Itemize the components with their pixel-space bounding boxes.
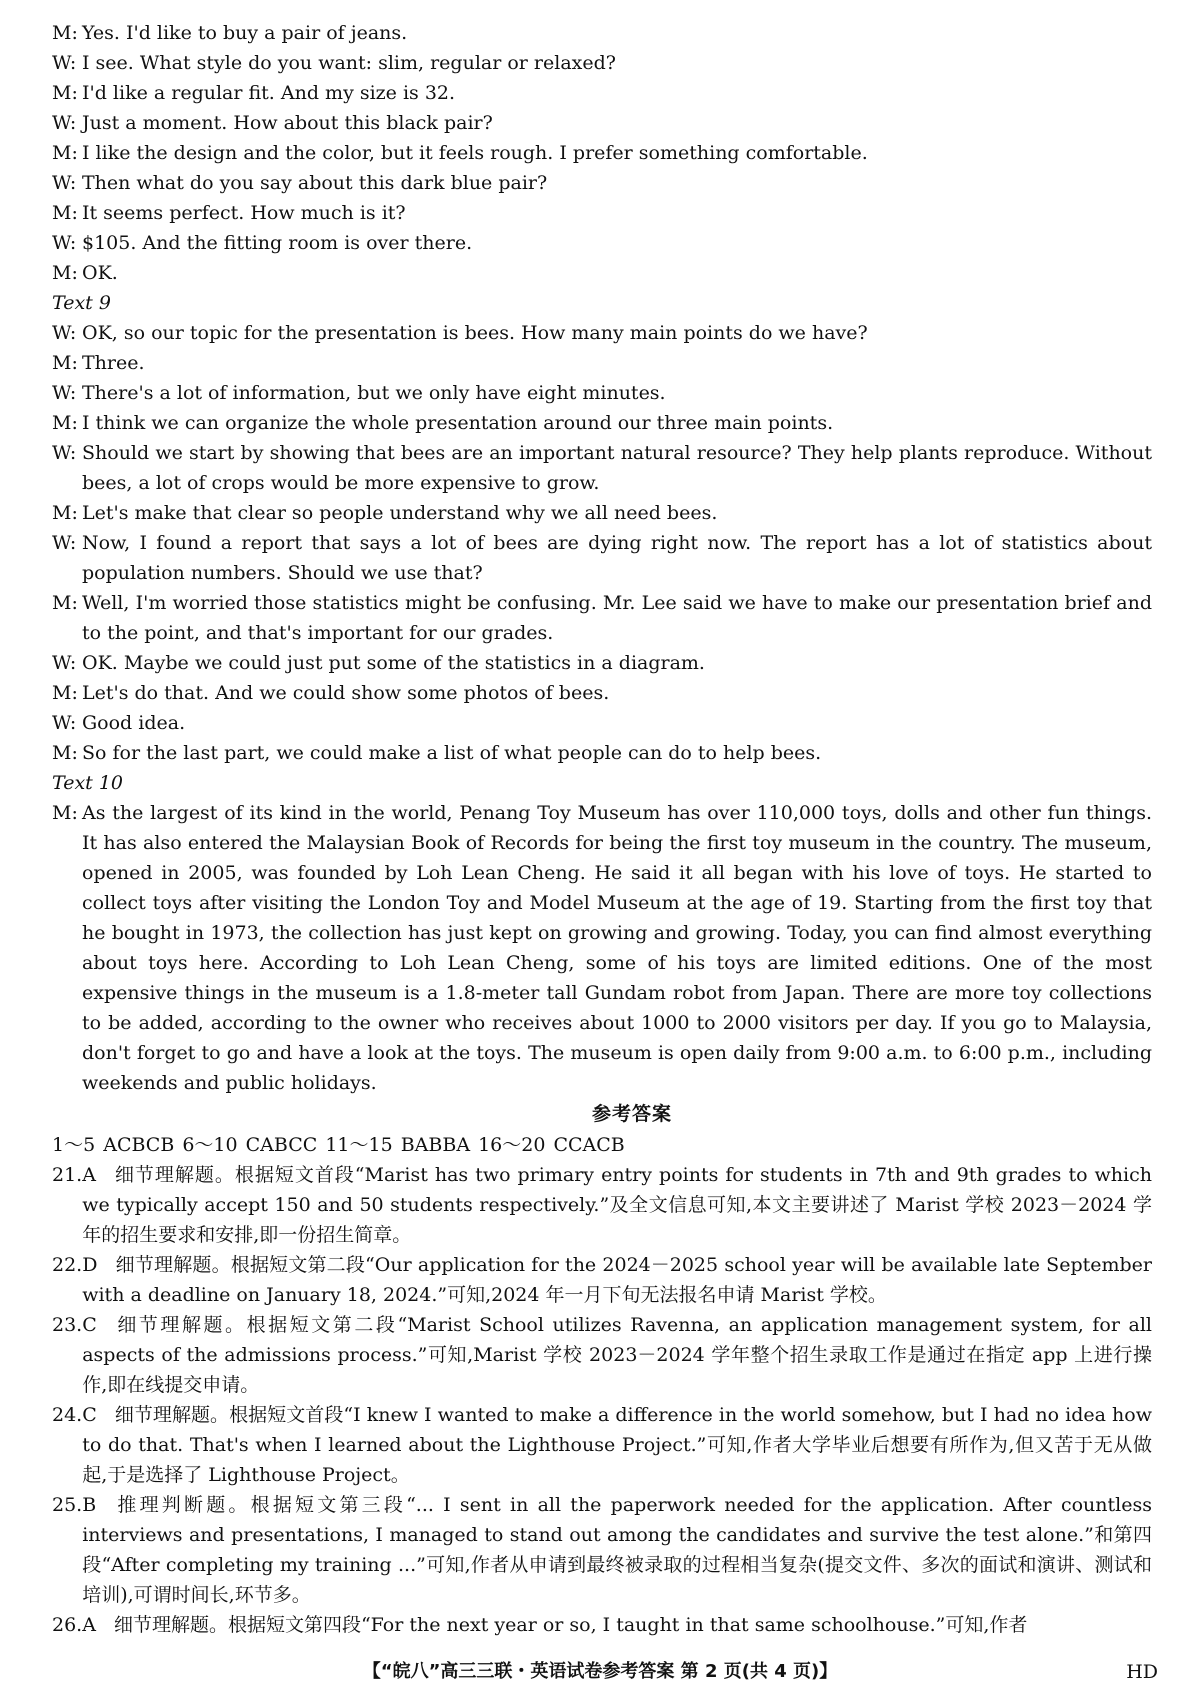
answer-letter: B	[82, 1494, 97, 1516]
utterance-text: Should we start by showing that bees are an important natural resource? They help plants reproduce. Without bees, a lot of crops would be more expensive to grow.	[82, 442, 1152, 494]
speaker-label: M:	[52, 142, 78, 164]
dialogue-line	[52, 348, 1152, 378]
text10-label: Text 10	[52, 772, 124, 794]
dialogue-line	[52, 588, 1152, 648]
speaker-label: M:	[52, 742, 78, 764]
answer-body	[82, 1610, 1152, 1640]
utterance-text: Good idea.	[82, 712, 186, 734]
dialogue-line	[52, 708, 1152, 738]
answer-body	[82, 1310, 1152, 1400]
utterance-text: Yes. I'd like to buy a pair of jeans.	[82, 22, 408, 44]
utterance-text: I like the design and the color, but it feels rough. I prefer something comfortable.	[82, 142, 868, 164]
answer-letter: D	[82, 1254, 98, 1276]
utterance-text: I think we can organize the whole presentation around our three main points.	[82, 412, 834, 434]
dialogue-line	[52, 138, 1152, 168]
speaker-label: M:	[52, 352, 78, 374]
speaker-label: W:	[52, 52, 77, 74]
speaker-label: W:	[52, 532, 77, 554]
answer-explanation: 细节理解题。根据短文第四段“For the next year or so, I taught in that same schoolhouse.”可知,作者	[113, 1614, 1028, 1636]
utterance-text: Well, I'm worried those statistics might be confusing. Mr. Lee said we have to make our presentation brief and to the point, and that's important for our grades.	[82, 592, 1152, 644]
question-number: 25.	[52, 1494, 83, 1516]
answer-item	[52, 1610, 1152, 1640]
answer-explanation: 细节理解题。根据短文第二段“Marist School utilizes Ravenna, an application management system, for all aspects of the admissions process.”可知,Marist 学校 2023－2024 学年整个招生录取工作是通过在指定 app 上进行操作,即在线提交申请。	[82, 1314, 1153, 1396]
text9-label: Text 9	[52, 292, 111, 314]
answer-letter: C	[82, 1404, 97, 1426]
answer-body	[82, 1490, 1152, 1610]
utterance-text: I see. What style do you want: slim, regular or relaxed?	[82, 52, 616, 74]
answer-letter: A	[82, 1164, 96, 1186]
speaker-label: W:	[52, 112, 77, 134]
page-footer	[0, 1656, 1200, 1688]
utterance-text: OK.	[82, 262, 118, 284]
utterance-text: Let's make that clear so people understand why we all need bees.	[82, 502, 718, 524]
speaker-label: M:	[52, 502, 78, 524]
utterance-text: OK, so our topic for the presentation is bees. How many main points do we have?	[82, 322, 868, 344]
answer-item	[52, 1250, 1152, 1310]
answer-explanation: 细节理解题。根据短文首段“Marist has two primary entry points for students in 7th and 9th grades to which we typically accept 150 and 50 students respectively.”及全文信息可知,本文主要讲述了 Marist 学校 2023－2024 学年的招生要求和安排,即一份招生简章。	[82, 1164, 1152, 1246]
dialogue-line	[52, 438, 1152, 498]
utterance-text: Let's do that. And we could show some photos of bees.	[82, 682, 610, 704]
dialogue-line	[52, 648, 1152, 678]
answer-explanations	[52, 1160, 1152, 1640]
speaker-label: W:	[52, 172, 77, 194]
answer-letter: A	[82, 1614, 96, 1636]
answer-body	[82, 1250, 1152, 1310]
utterance-text: Just a moment. How about this black pair?	[82, 112, 493, 134]
speaker-label: M:	[52, 202, 78, 224]
dialogue-line	[52, 18, 1152, 48]
dialogue-line	[52, 168, 1152, 198]
footer-code: HD	[1126, 1661, 1158, 1683]
dialogue-line	[52, 48, 1152, 78]
dialogue-line	[52, 228, 1152, 258]
dialogue-line	[52, 198, 1152, 228]
speaker-label: M:	[52, 412, 78, 434]
answer-item	[52, 1160, 1152, 1250]
speaker-label: M:	[52, 592, 78, 614]
page-content	[52, 18, 1152, 1640]
answer-body	[82, 1160, 1152, 1250]
utterance-text: $105. And the fitting room is over there.	[82, 232, 473, 254]
utterance-text: Then what do you say about this dark blue pair?	[82, 172, 548, 194]
answer-explanation: 推理判断题。根据短文第三段“... I sent in all the paperwork needed for the application. After countless interviews and presentations, I managed to stand out among the candidates and survive the test alone.”和第四段“After completing my training ...”可知,作者从申请到最终被录取的过程相当复杂(提交文件、多次的面试和演讲、测试和培训),可谓时间长,环节多。	[82, 1494, 1152, 1606]
speaker-label: M:	[52, 802, 78, 824]
speaker-label: W:	[52, 232, 77, 254]
answer-explanation: 细节理解题。根据短文首段“I knew I wanted to make a difference in the world somehow, but I had no idea how to do that. That's when I learned about the Lighthouse Project.”可知,作者大学毕业后想要有所作为,但又苦于无从做起,于是选择了 Lighthouse Project。	[82, 1404, 1152, 1486]
dialogue-line	[52, 738, 1152, 768]
monologue-text10	[52, 798, 1152, 1098]
answer-item	[52, 1310, 1152, 1400]
utterance-text: OK. Maybe we could just put some of the statistics in a diagram.	[82, 652, 705, 674]
speaker-label: M:	[52, 262, 78, 284]
dialogue-text9	[52, 318, 1152, 768]
speaker-label: M:	[52, 82, 78, 104]
utterance-text: It seems perfect. How much is it?	[82, 202, 406, 224]
speaker-label: W:	[52, 652, 77, 674]
answer-item	[52, 1490, 1152, 1610]
utterance-text: So for the last part, we could make a list of what people can do to help bees.	[82, 742, 822, 764]
speaker-label: W:	[52, 382, 77, 404]
utterance-text: There's a lot of information, but we only have eight minutes.	[82, 382, 666, 404]
utterance-text: Now, I found a report that says a lot of bees are dying right now. The report has a lot of statistics about population numbers. Should we use that?	[82, 532, 1152, 584]
speaker-label: M:	[52, 22, 78, 44]
speaker-label: W:	[52, 712, 77, 734]
footer-title: 【“皖八”高三三联・英语试卷参考答案 第 2 页(共 4 页)】	[362, 1661, 838, 1682]
answer-explanation: 细节理解题。根据短文第二段“Our application for the 2024－2025 school year will be available late September with a deadline on January 18, 2024.”可知,2024 年一月下旬无法报名申请 Marist 学校。	[82, 1254, 1152, 1306]
dialogue-line	[52, 318, 1152, 348]
dialogue-line	[52, 78, 1152, 108]
dialogue-line	[52, 498, 1152, 528]
utterance-text: Three.	[82, 352, 145, 374]
question-number: 22.	[52, 1254, 83, 1276]
answer-keys-1-20: 1～5 ACBCB 6～10 CABCC 11～15 BABBA 16～20 CCACB	[52, 1134, 625, 1156]
monologue-text: As the largest of its kind in the world, Penang Toy Museum has over 110,000 toys, dolls and other fun things. It has also entered the Malaysian Book of Records for being the first toy museum in the country. The museum, opened in 2005, was founded by Loh Lean Cheng. He said it all began with his love of toys. He started to collect toys after visiting the London Toy and Model Museum at the age of 19. Starting from the first toy that he bought in 1973, the collection has just kept on growing and growing. Today, you can find almost everything about toys here. According to Loh Lean Cheng, some of his toys are limited editions. One of the most expensive things in the museum is a 1.8-meter tall Gundam robot from Japan. There are more toy collections to be added, according to the owner who receives about 1000 to 2000 visitors per day. If you go to Malaysia, don't forget to go and have a look at the toys. The museum is open daily from 9:00 a.m. to 6:00 p.m., including weekends and public holidays.	[82, 802, 1152, 1094]
speaker-label: M:	[52, 682, 78, 704]
answer-letter: C	[82, 1314, 97, 1336]
dialogue-line	[52, 408, 1152, 438]
answer-section-title: 参考答案	[591, 1103, 672, 1125]
answer-body	[82, 1400, 1152, 1490]
speaker-label: W:	[52, 442, 77, 464]
dialogue-text8-continued	[52, 18, 1152, 288]
utterance-text: I'd like a regular fit. And my size is 32.	[82, 82, 456, 104]
speaker-label: W:	[52, 322, 77, 344]
dialogue-line	[52, 258, 1152, 288]
answer-item	[52, 1400, 1152, 1490]
question-number: 24.	[52, 1404, 83, 1426]
dialogue-line	[52, 528, 1152, 588]
question-number: 23.	[52, 1314, 83, 1336]
dialogue-line	[52, 678, 1152, 708]
dialogue-line	[52, 378, 1152, 408]
question-number: 21.	[52, 1164, 83, 1186]
dialogue-line	[52, 108, 1152, 138]
question-number: 26.	[52, 1614, 83, 1636]
